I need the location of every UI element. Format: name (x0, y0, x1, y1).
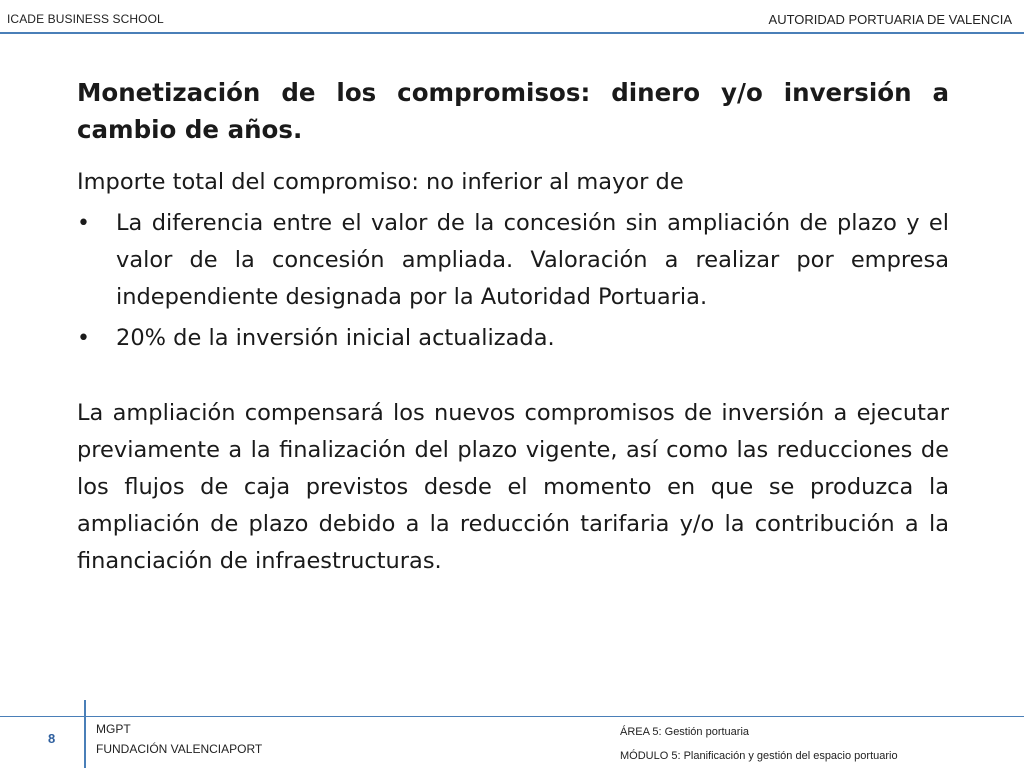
slide-title: Monetización de los compromisos: dinero y/o inversión a cambio de años. (77, 78, 949, 144)
footer-program: MGPT (96, 722, 131, 736)
footer-module: MÓDULO 5: Planificación y gestión del espacio portuario (620, 750, 898, 762)
list-item (77, 205, 949, 316)
footer-vertical-divider (84, 700, 86, 768)
bullet-icon: • (77, 211, 90, 236)
footer-area: ÁREA 5: Gestión portuaria (620, 726, 750, 738)
footer-divider (0, 716, 1024, 717)
slide-content (77, 74, 949, 580)
header-authority-name: AUTORIDAD PORTUARIA DE VALENCIA (768, 12, 1012, 27)
bullet-list (77, 205, 949, 357)
header-divider (0, 32, 1024, 34)
bullet-icon: • (77, 326, 90, 351)
list-item (77, 320, 949, 357)
bullet-text: 20% de la inversión inicial actualizada. (116, 325, 555, 351)
bullet-text: La diferencia entre el valor de la concesión sin ampliación de plazo y el valor de la concesión ampliada. Valoración a realizar por empresa independiente designada por la Autoridad Portuaria. (116, 210, 949, 310)
body-paragraph: La ampliación compensará los nuevos compromisos de inversión a ejecutar previamente a la finalización del plazo vigente, así como las reducciones de los flujos de caja previstos desde el momento en que se produzca la ampliación de plazo debido a la reducción tarifaria y/o la contribución a la financiación de infraestructuras. (77, 400, 949, 574)
intro-text: Importe total del compromiso: no inferior al mayor de (77, 169, 684, 195)
footer-foundation: FUNDACIÓN VALENCIAPORT (96, 742, 263, 756)
page-number: 8 (48, 731, 56, 746)
header-school-name: ICADE BUSINESS SCHOOL (7, 12, 164, 26)
